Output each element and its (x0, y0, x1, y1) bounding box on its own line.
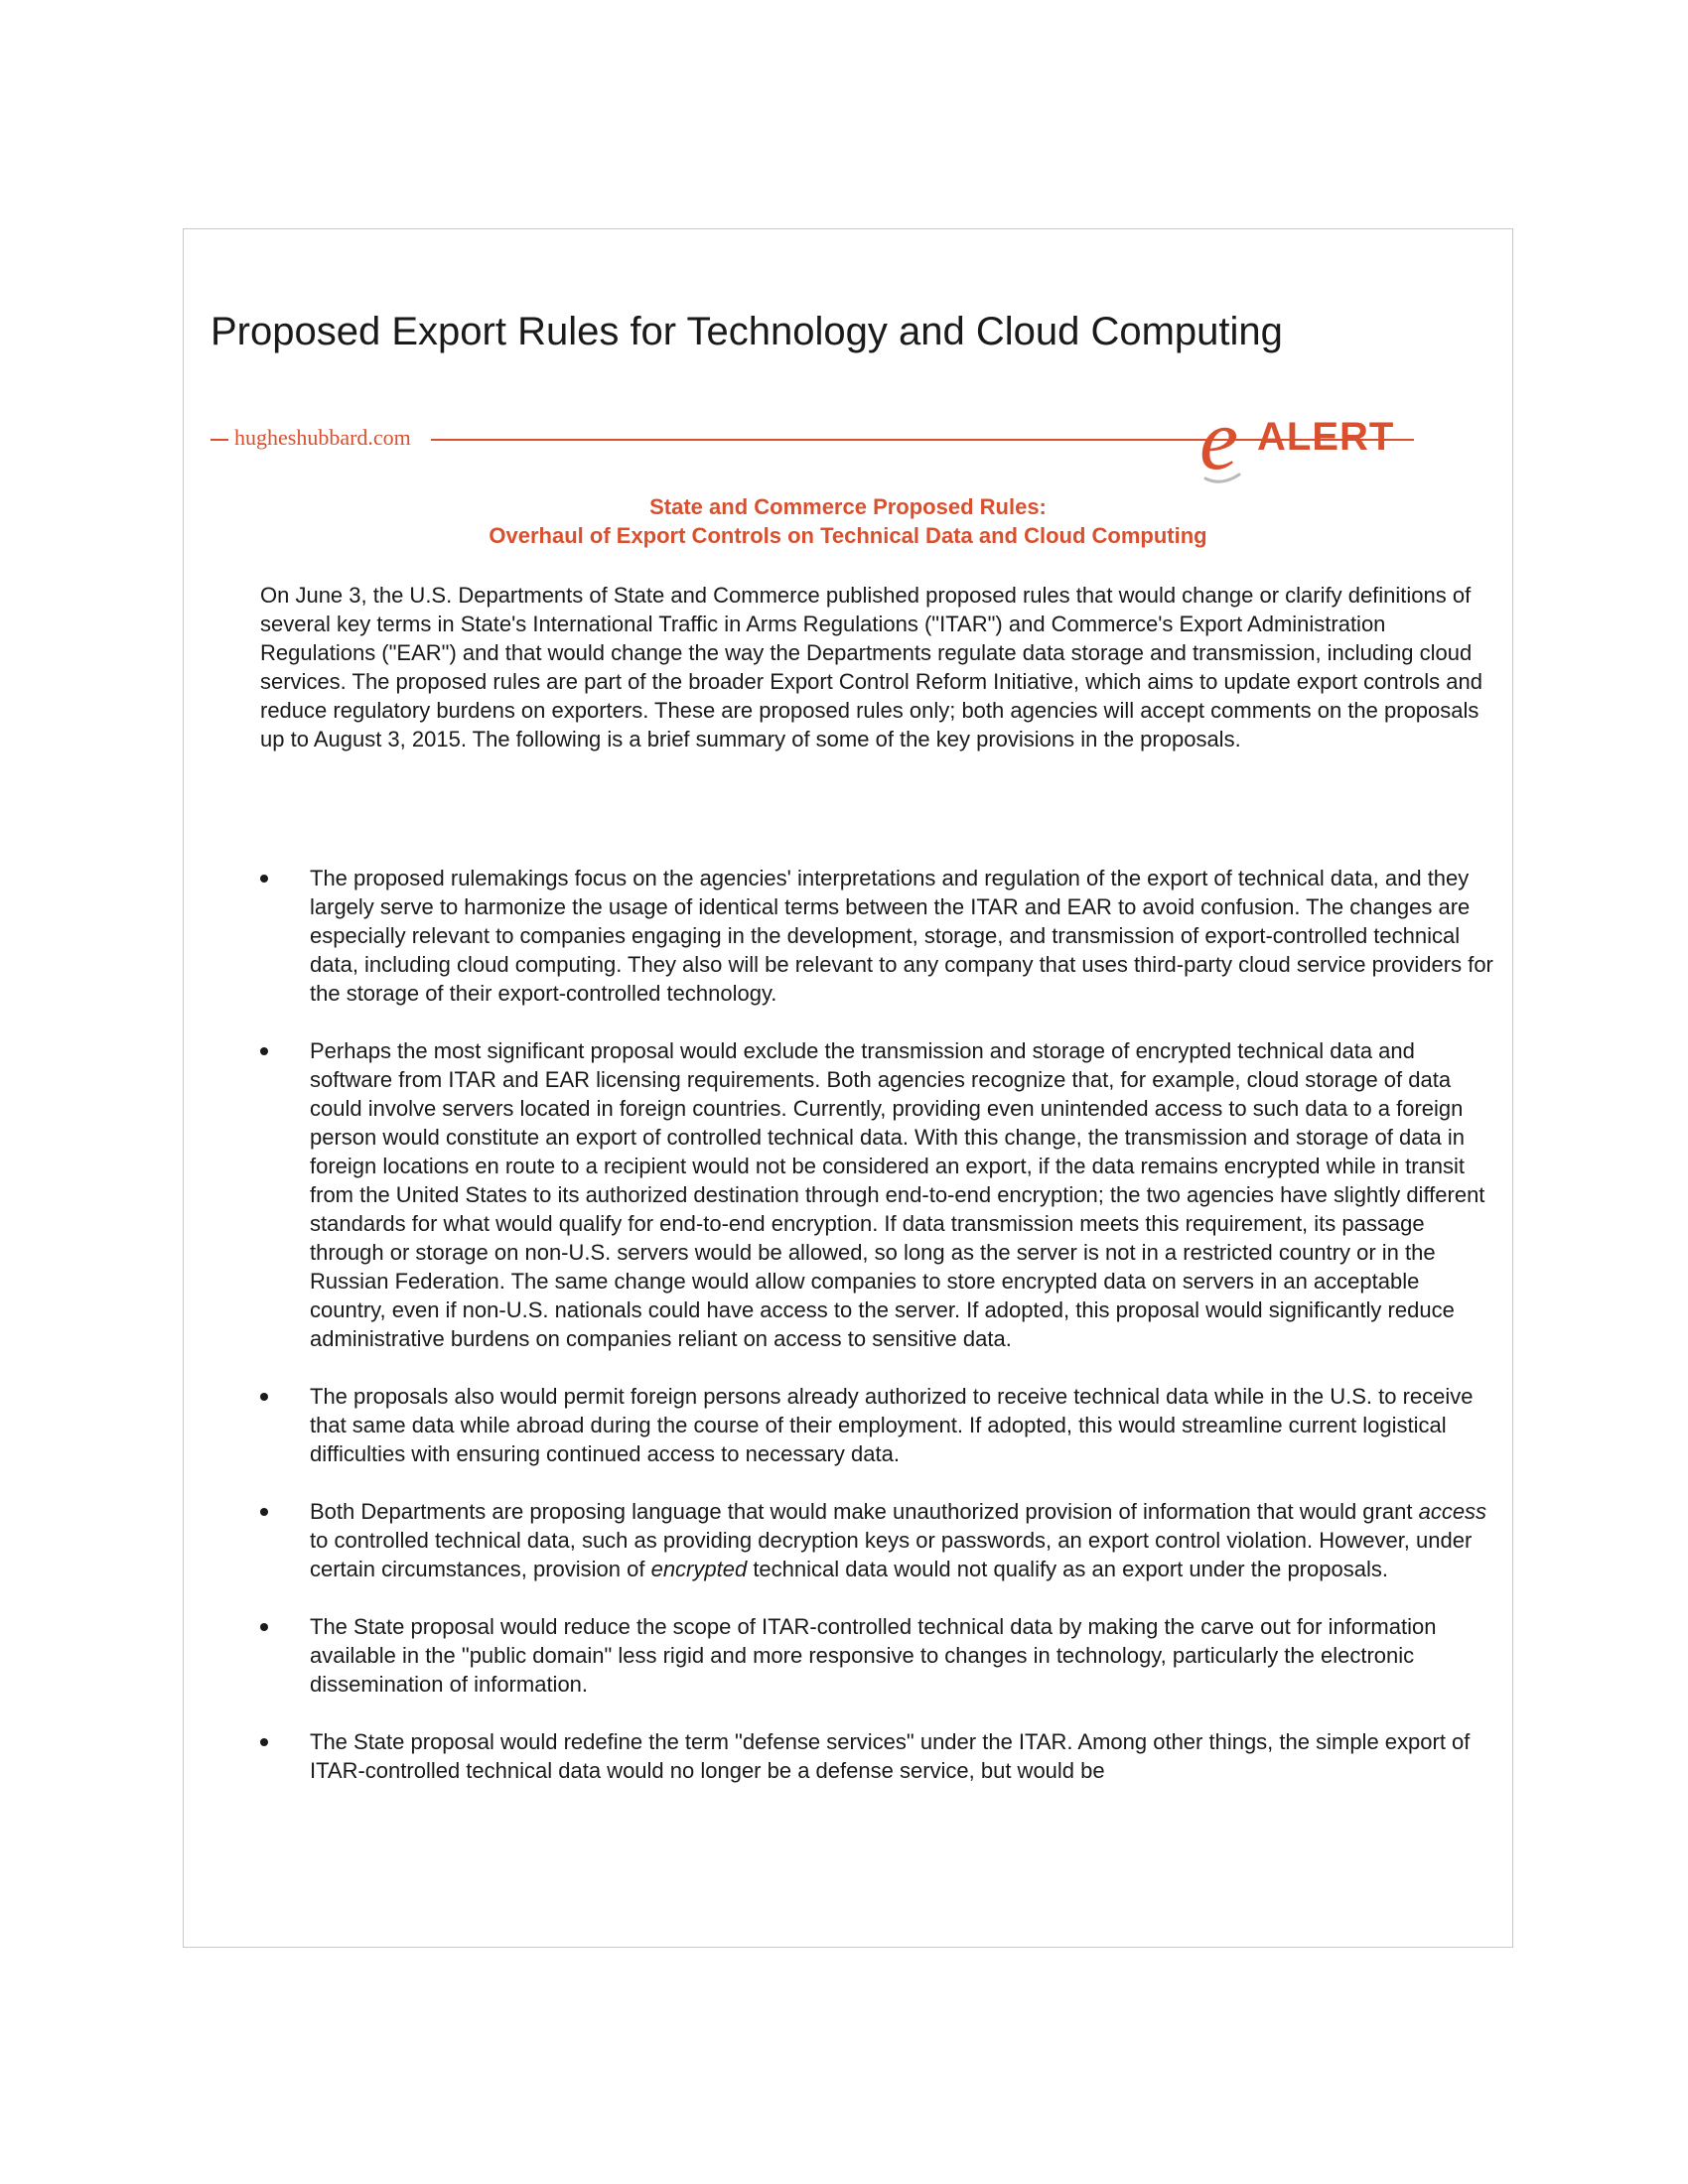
intro-paragraph: On June 3, the U.S. Departments of State and Commerce published proposed rules that would change or clarify definitions of several key terms in State's International Traffic in Arms Regulations ("ITAR") and Commerce's Export Administration Regulations ("EAR") and that would change the way the Departments regulate data storage and transmission, including cloud services. The proposed rules are part of the broader Export Control Reform Initiative, which aims to update export controls and reduce regulatory burdens on exporters. These are proposed rules only; both agencies will accept comments on the proposals up to August 3, 2015. The following is a brief summary of some of the key provisions in the proposals. (260, 583, 1482, 751)
site-header (211, 425, 1213, 455)
bullet-icon (260, 1508, 268, 1516)
bullet-item (260, 864, 1496, 1008)
bullet-item (260, 1382, 1496, 1468)
bullet-item (260, 1612, 1496, 1699)
site-dash-divider (211, 439, 228, 441)
bullet-icon (260, 1393, 268, 1401)
emphasis-access: access (1418, 1499, 1487, 1524)
bullet-icon (260, 875, 268, 883)
alert-heading-line1: State and Commerce Proposed Rules: (649, 494, 1047, 519)
bullet-text: The proposals also would permit foreign persons already authorized to receive technical data while in the U.S. to receive that same data while abroad during the course of their employment. If adopted, this would streamline current logistical difficulties with ensuring continued access to necessary data. (310, 1384, 1474, 1466)
bullet-icon (260, 1623, 268, 1631)
bullet-item (260, 1036, 1496, 1353)
bullet-text: The State proposal would redefine the term "defense services" under the ITAR. Among other things, the simple export of ITAR-controlled technical data would no longer be a defense service, but would be (310, 1729, 1471, 1783)
ealert-word: ALERT (1257, 415, 1395, 459)
bullet-text: The proposed rulemakings focus on the agencies' interpretations and regulation of the export of technical data, and they largely serve to harmonize the usage of identical terms between the ITAR and EAR to avoid confusion. The changes are especially relevant to companies engaging in the development, storage, and transmission of export-controlled technical data, including cloud computing. They also will be relevant to any company that uses third-party cloud service providers for the storage of their export-controlled technology. (310, 866, 1493, 1006)
bullet-icon (260, 1047, 268, 1055)
page-title: Proposed Export Rules for Technology and Cloud Computing (211, 310, 1283, 353)
site-link[interactable]: hugheshubbard.com (234, 425, 411, 450)
alert-heading-line2: Overhaul of Export Controls on Technical Data and Cloud Computing (489, 523, 1207, 548)
bullet-text: Perhaps the most significant proposal would exclude the transmission and storage of encrypted technical data and software from ITAR and EAR licensing requirements. Both agencies recognize that, for example, cloud storage of data could involve servers located in foreign countries. Currently, providing even unintended access to such data to a foreign person would constitute an export of controlled technical data. With this change, the transmission and storage of data in foreign locations en route to a recipient would not be considered an export, if the data remains encrypted while in transit from the United States to its authorized destination through end-to-end encryption; the two agencies have slightly different standards for what would qualify for end-to-end encryption. If data transmission meets this requirement, its passage through or storage on non-U.S. servers would be allowed, so long as the server is not in a restricted country or in the Russian Federation. The same change would allow companies to store encrypted data on servers in an acceptable country, even if non-U.S. nationals could have access to the server. If adopted, this proposal would significantly reduce administrative burdens on companies reliant on access to sensitive data. (310, 1038, 1485, 1351)
bullet-icon (260, 1738, 268, 1746)
bullet-text (310, 1499, 1486, 1581)
bullet-item (260, 1727, 1496, 1785)
bullet-list (260, 864, 1496, 1814)
bullet-text: The State proposal would reduce the scope of ITAR-controlled technical data by making the carve out for information available in the "public domain" less rigid and more responsive to changes in technology, particularly the electronic dissemination of information. (310, 1614, 1437, 1697)
ealert-logo (1199, 392, 1418, 488)
bullet-text-part: to controlled technical data, such as providing decryption keys or passwords, an export control violation. However, under certain circumstances, provision of (310, 1528, 1473, 1581)
emphasis-encrypted: encrypted (650, 1557, 748, 1581)
bullet-text-part: technical data would not qualify as an export under the proposals. (747, 1557, 1388, 1581)
bullet-text-part: Both Departments are proposing language that would make unauthorized provision of information that would grant (310, 1499, 1419, 1524)
ealert-e-icon: e (1199, 392, 1239, 488)
bullet-item (260, 1497, 1496, 1583)
